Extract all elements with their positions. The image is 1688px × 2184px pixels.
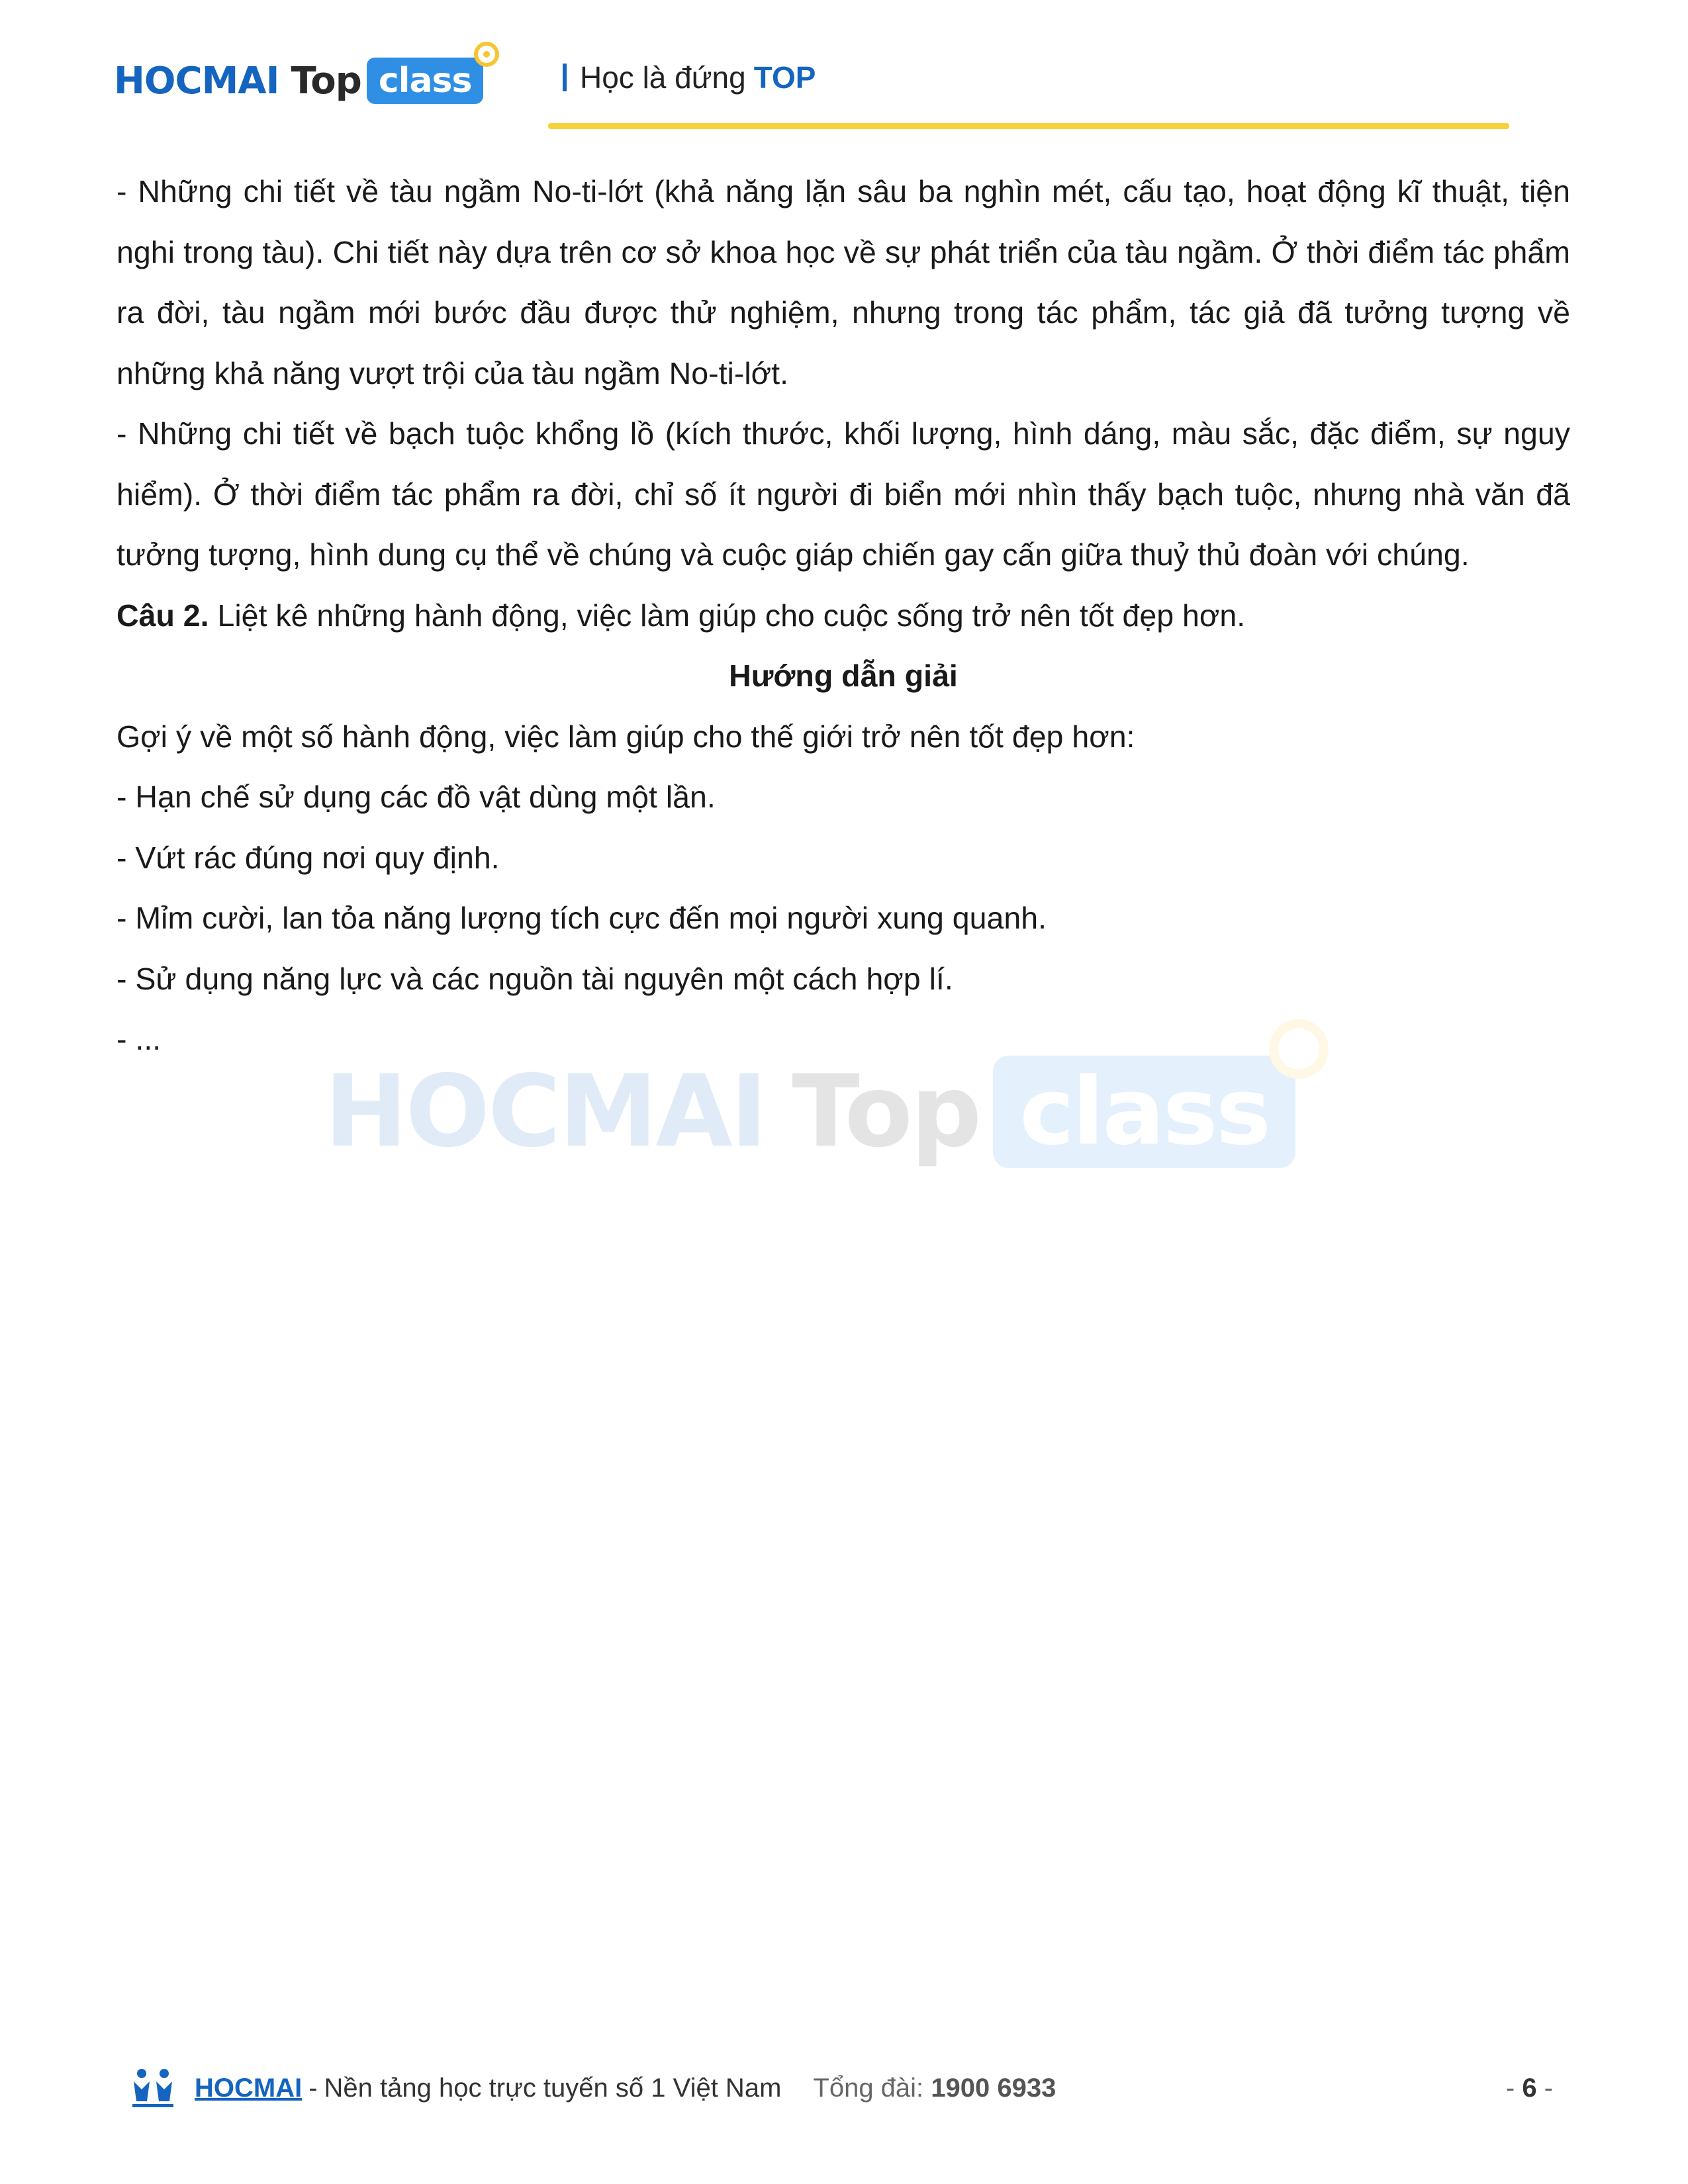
guide-intro: Gợi ý về một số hành động, việc làm giúp cho thế giới trở nên tốt đẹp hơn: bbox=[117, 719, 1135, 754]
question-2 bbox=[117, 586, 1570, 647]
document-body bbox=[117, 161, 1570, 1070]
list-item: - Hạn chế sử dụng các đồ vật dùng một lần. bbox=[117, 780, 716, 814]
hocmai-people-icon bbox=[130, 2067, 176, 2109]
slogan-prefix: Học là đứng bbox=[580, 60, 746, 95]
slogan-divider bbox=[563, 64, 567, 91]
watermark-hocmai-text: HOCMAI bbox=[324, 1054, 766, 1169]
hocmai-topclass-logo bbox=[114, 54, 483, 107]
page-number-value: 6 bbox=[1522, 2073, 1537, 2103]
list-item: - ... bbox=[117, 1022, 162, 1056]
hotline-label: Tổng đài: bbox=[813, 2073, 924, 2103]
list-item: - Vứt rác đúng nơi quy định. bbox=[117, 840, 500, 875]
footer-hotline bbox=[813, 2073, 1056, 2103]
logo-class-badge bbox=[367, 58, 484, 104]
footer-separator: - bbox=[308, 2073, 318, 2103]
logo-class-text: class bbox=[378, 61, 472, 101]
header-slogan bbox=[563, 54, 816, 101]
logo-top-text: Top bbox=[291, 59, 361, 103]
slogan-highlight: TOP bbox=[753, 60, 816, 95]
paragraph-submarine: - Những chi tiết về tàu ngầm No-ti-lớt (khả năng lặn sâu ba nghìn mét, cấu tạo, hoạt động kĩ thuật, tiện nghi trong tàu). Chi tiết này dựa trên cơ sở khoa học về sự phát triển của tàu ngầm. Ở thời điểm tác phẩm ra đời, tàu ngầm mới bước đầu được thử nghiệm, nhưng trong tác phẩm, tác giả đã tưởng tượng về những khả năng vượt trội của tàu ngầm No-ti-lớt. bbox=[117, 174, 1570, 390]
guide-title: Hướng dẫn giải bbox=[729, 659, 958, 693]
footer-brand-link[interactable]: HOCMAI bbox=[195, 2073, 303, 2103]
page-footer bbox=[130, 2065, 1553, 2111]
page-number: - 6 - bbox=[1505, 2073, 1553, 2103]
list-item: - Mỉm cười, lan tỏa năng lượng tích cực đến mọi người xung quanh. bbox=[117, 901, 1047, 935]
footer-tagline: Nền tảng học trực tuyến số 1 Việt Nam bbox=[324, 2073, 782, 2103]
logo-hocmai-text: HOCMAI bbox=[114, 59, 279, 103]
hotline-number: 1900 6933 bbox=[931, 2073, 1056, 2103]
header-divider bbox=[548, 123, 1509, 129]
question-label: Câu 2. bbox=[117, 598, 209, 633]
watermark-class-text: class bbox=[1019, 1058, 1270, 1166]
watermark-class-badge bbox=[993, 1056, 1295, 1168]
list-item: - Sử dụng năng lực và các nguồn tài nguyên một cách hợp lí. bbox=[117, 961, 953, 996]
question-text: Liệt kê những hành động, việc làm giúp cho cuộc sống trở nên tốt đẹp hơn. bbox=[209, 598, 1246, 633]
watermark-top-text: Top bbox=[792, 1054, 980, 1169]
paragraph-octopus: - Những chi tiết về bạch tuộc khổng lồ (kích thước, khối lượng, hình dáng, màu sắc, đặc điểm, sự nguy hiểm). Ở thời điểm tác phẩm ra đời, chỉ số ít người đi biển mới nhìn thấy bạch tuộc, nhưng nhà văn đã tưởng tượng, hình dung cụ thể về chúng và cuộc giáp chiến gay cấn giữa thuỷ thủ đoàn với chúng. bbox=[117, 416, 1570, 572]
gear-icon bbox=[474, 42, 499, 67]
